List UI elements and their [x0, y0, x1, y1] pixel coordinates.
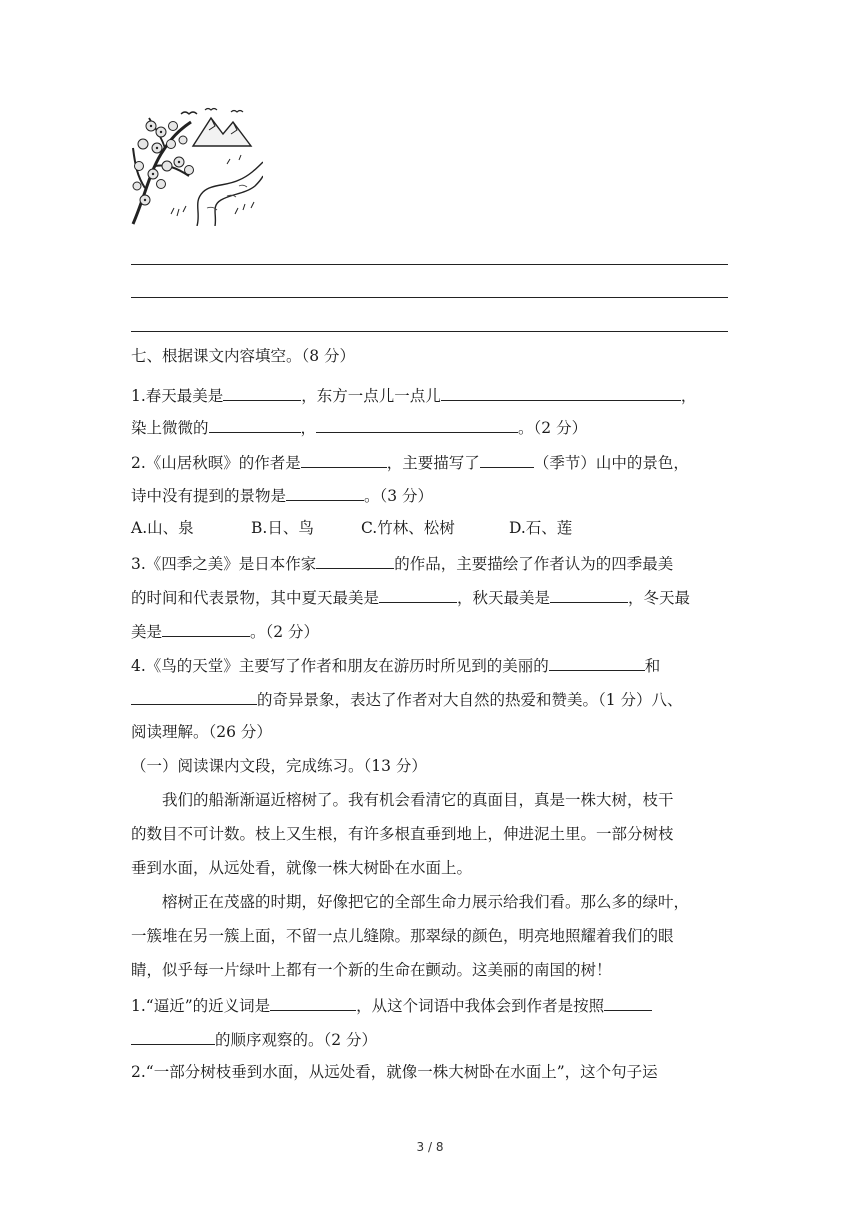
answer-line-1	[131, 264, 728, 265]
s7-q2-line-1	[131, 451, 731, 473]
reading-q1-blank-2b[interactable]	[131, 1028, 215, 1045]
s7-q4-blank-1[interactable]	[549, 654, 645, 671]
s7-q2-options	[131, 518, 731, 538]
s7-q2-text-e: 。（3 分）	[364, 487, 434, 505]
s7-q3-text-e: ，冬天最	[628, 589, 691, 607]
s7-q4-text-b: 和	[644, 657, 661, 675]
s7-q3-line-1	[131, 552, 731, 574]
passage-p2-line-1: 榕树正在茂盛的时期，好像把它的全部生命力展示给我们看。那么多的绿叶，	[162, 893, 690, 911]
s7-q2-text-a: 2.《山居秋暝》的作者是	[131, 454, 301, 472]
s7-q1-text-b: ，东方一点儿一点儿	[301, 387, 441, 405]
reading-part1-heading: （一）阅读课内文段，完成练习。（13 分）	[131, 757, 427, 775]
reading-q1-line-2	[131, 1028, 731, 1050]
page-number: 3 / 8	[416, 1140, 444, 1154]
s7-q3-line-3	[131, 620, 731, 642]
passage-p1-line-3: 垂到水面，从远处看，就像一株大树卧在水面上。	[131, 859, 473, 877]
answer-line-2	[131, 297, 728, 298]
s7-q2-text-d: 诗中没有提到的景物是	[131, 487, 287, 505]
s7-q1-text-a: 1.春天最美是	[131, 387, 224, 405]
s7-q1-text-e: ，	[300, 419, 317, 437]
s7-q3-text-g: 。（2 分）	[250, 623, 320, 641]
s7-q1-blank-4[interactable]	[316, 416, 518, 433]
reading-q1-blank-1[interactable]	[270, 994, 356, 1011]
s7-q2-text-c: （季节）山中的景色，	[533, 454, 689, 472]
s7-q2-blank-2[interactable]	[480, 451, 534, 468]
s7-q3-text-d: ，秋天最美是	[457, 589, 551, 607]
option-b[interactable]: B.日、鸟	[251, 519, 314, 537]
s7-q4-line-3	[131, 722, 731, 742]
passage-p1-line-1: 我们的船渐渐逼近榕树了。我有机会看清它的真面目，真是一株大树，枝干	[162, 791, 674, 809]
s7-q1-text-c: ，	[680, 387, 697, 405]
reading-q1-text-b: ，从这个词语中我体会到作者是按照	[356, 997, 605, 1015]
passage-p2-line-2: 一簇堆在另一簇上面，不留一点儿缝隙。那翠绿的颜色，明亮地照耀着我们的眼	[131, 927, 674, 945]
s7-q1-line-1	[131, 384, 731, 406]
s7-q2-line-2	[131, 484, 731, 506]
s7-q2-blank-3[interactable]	[286, 484, 364, 501]
s7-q3-text-c: 的时间和代表景物，其中夏天最美是	[131, 589, 380, 607]
s7-q1-line-2	[131, 416, 731, 438]
s7-q3-text-f: 美是	[131, 623, 163, 641]
s7-q2-text-b: ，主要描写了	[386, 454, 480, 472]
s7-q3-text-b: 的作品，主要描绘了作者认为的四季最美	[394, 555, 674, 573]
s7-q3-blank-3[interactable]	[550, 586, 628, 603]
passage-p1-line-2: 的数目不可计数。枝上又生根，有许多根直垂到地上，伸进泥土里。一部分树枝	[131, 825, 674, 843]
s7-q4-line-1	[131, 654, 731, 676]
s7-q4-blank-2[interactable]	[131, 688, 257, 705]
s7-q3-blank-1[interactable]	[316, 552, 394, 569]
s7-q4-text-c: 的奇异景象，表达了作者对大自然的热爱和赞美。（1 分）八、	[257, 691, 683, 709]
option-d[interactable]: D.石、莲	[509, 519, 573, 537]
section-7-heading: 七、根据课文内容填空。（8 分）	[131, 347, 356, 365]
s7-q4-text-a: 4.《鸟的天堂》主要写了作者和朋友在游历时所见到的美丽的	[131, 657, 549, 675]
s7-q2-blank-1[interactable]	[301, 451, 387, 468]
option-a[interactable]: A.山、泉	[131, 519, 194, 537]
reading-q1-text-a: 1.“逼近”的近义词是	[131, 997, 271, 1015]
s7-q1-blank-2[interactable]	[441, 384, 681, 401]
s7-q4-line-2	[131, 688, 731, 710]
s7-q4-text-d: 阅读理解。（26 分）	[131, 723, 272, 741]
option-c[interactable]: C.竹林、松树	[361, 519, 455, 537]
s7-q3-blank-2[interactable]	[379, 586, 457, 603]
s7-q1-blank-1[interactable]	[223, 384, 301, 401]
reading-q1-line-1	[131, 994, 731, 1016]
s7-q3-text-a: 3.《四季之美》是日本作家	[131, 555, 317, 573]
reading-q1-blank-2a[interactable]	[604, 994, 652, 1011]
s7-q1-blank-3[interactable]	[209, 416, 301, 433]
spring-landscape-illustration	[131, 104, 263, 226]
s7-q1-text-f: 。（2 分）	[518, 419, 588, 437]
reading-q2-line-1: 2.“一部分树枝垂到水面，从远处看，就像一株大树卧在水面上”，这个句子运	[131, 1063, 658, 1081]
s7-q3-blank-4[interactable]	[162, 620, 250, 637]
answer-line-3	[131, 331, 728, 332]
s7-q1-text-d: 染上微微的	[131, 419, 209, 437]
reading-q1-text-c: 的顺序观察的。（2 分）	[215, 1031, 378, 1049]
s7-q3-line-2	[131, 586, 731, 608]
passage-p2-line-3: 睛，似乎每一片绿叶上都有一个新的生命在颤动。这美丽的南国的树！	[131, 961, 612, 979]
